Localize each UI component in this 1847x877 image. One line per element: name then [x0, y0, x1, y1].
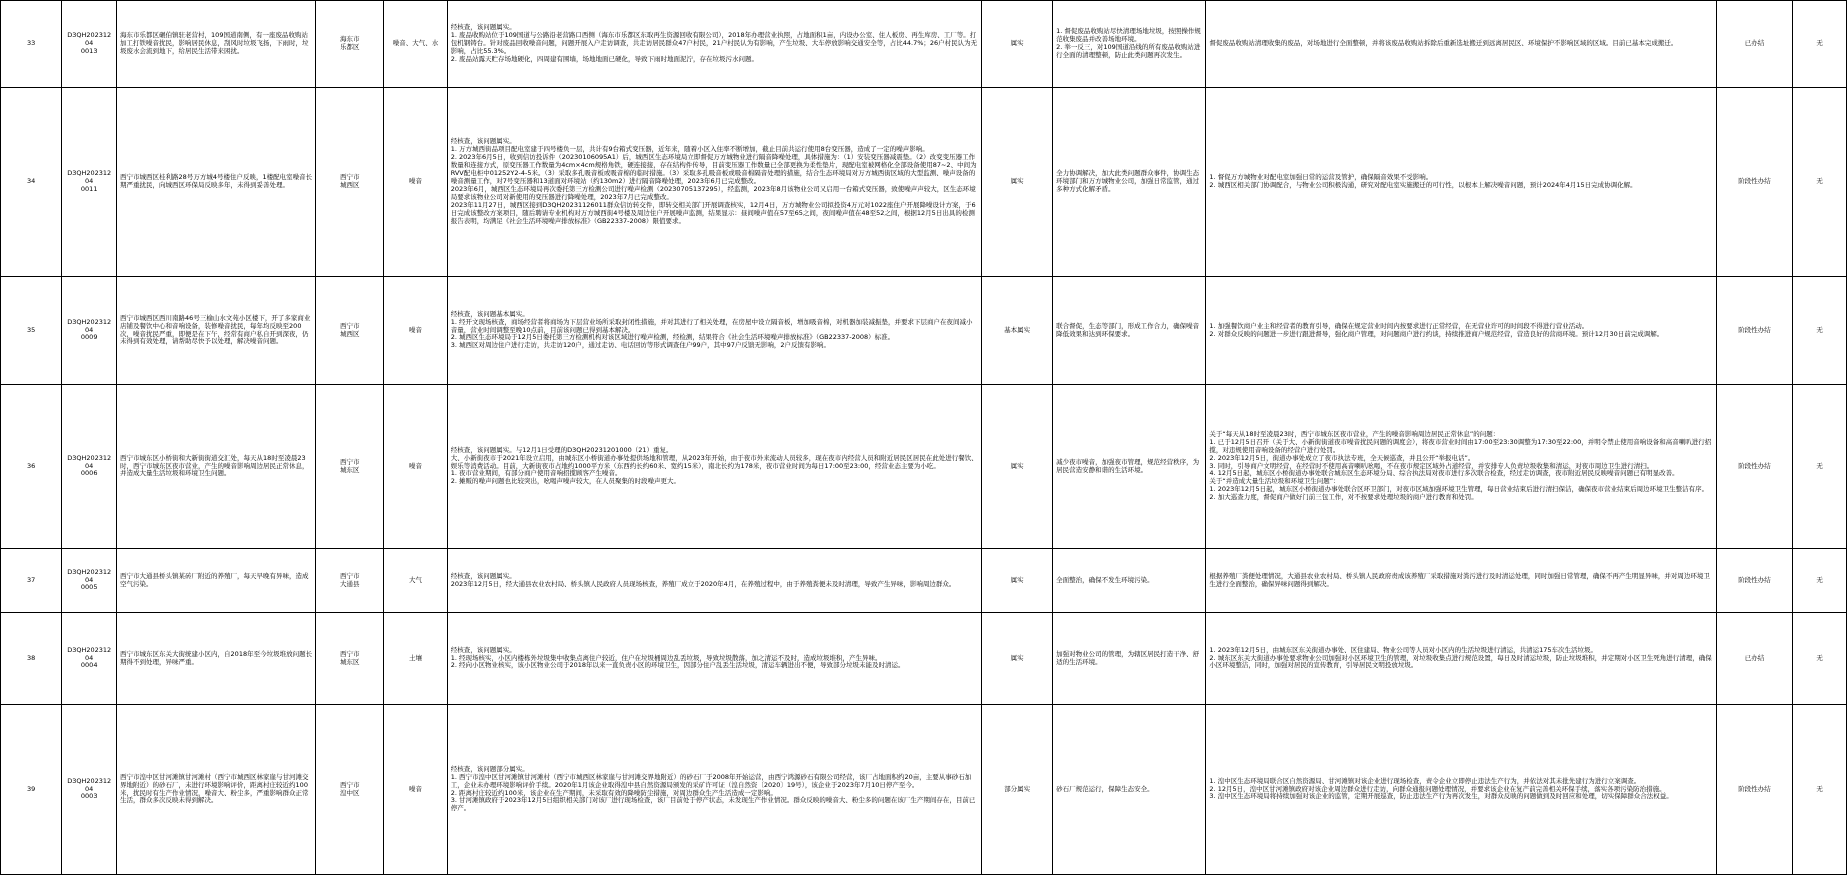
case-id: D3QH20231204 0003 [62, 705, 117, 875]
row-number: 38 [1, 613, 62, 705]
investigation-findings: 经核查，该问题属实。与12月1日受理的D3QH20231201000（21）重复。 大、小新街夜市于2021年设立启用，由城东区小桥街道办事处提供场地和管理，从2023年开始，由于夜市外来流动人员较多，现在夜市内经营人员和附近居民区居民在此处进行餐饮、娱乐等消费活动。目前，大新街夜市占地约1000平方米（东西约长约60米、宽约15米），南北长约为178米，夜市营业时间为每日17:00至23:00，经营业态主要为小吃。 1. 夜市营业期间，有部分商户使用音响招揽顾客产生噪音。 2. 摊贩的噪声问题也比较突出，吆喝声噪声较大，在人员聚集的时段噪声更大。 [447, 385, 981, 549]
handling-result: 1. 督促万方城物业对配电室加强日常的运营及管护，确保隔音效果不受影响。 2. 城西区相关部门协调配合，与物业公司积极沟通，研究对配电室实施搬迁的可行性，以根本上解决噪音问题，预计2024年4月15日完成协调化解。 [1206, 88, 1716, 277]
remark: 无 [1793, 1, 1847, 88]
handling-result: 根据养殖厂粪便处理情况，大通县农业农村局、桥头镇人民政府责成该养殖厂采取措施对粪污进行及时清运处理，同时加强日常管理，确保不再产生明显异味，并对周边环境卫生进行全面整治，确保异味问题得到解决。 [1206, 549, 1716, 613]
remark: 无 [1793, 613, 1847, 705]
pollution-type: 噪音 [384, 385, 448, 549]
table-row [1, 549, 1847, 613]
verdict: 属实 [981, 88, 1052, 277]
remark: 无 [1793, 549, 1847, 613]
admin-region: 西宁市 城西区 [316, 88, 384, 277]
table-row [1, 613, 1847, 705]
admin-region: 西宁市 湟中区 [316, 705, 384, 875]
status-badge: 阶段性办结 [1716, 705, 1793, 875]
status-badge: 已办结 [1716, 1, 1793, 88]
rectification-goal: 联合督促，生态等部门，形成工作合力，确保噪音降低效果和达到环保要求。 [1053, 277, 1206, 385]
verdict: 属实 [981, 1, 1052, 88]
table-row [1, 1, 1847, 88]
handling-result: 1. 2023年12月5日，由城东区东关街道办事处、区住建局、物业公司等人员对小区内的生活垃圾进行清运，共清运175车次生活垃圾。 2. 城东区东关大街道办事处要求物业公司加强对小区环境卫生的管理，对垃圾收集点进行规范设置，每日及时清运垃圾，防止垃圾堆积，并定期对小区卫生死角进行清理，确保小区环境整洁，同时，加强对居民的宣传教育，引导居民文明投放垃圾。 [1206, 613, 1716, 705]
complaint-content: 西宁市大通县桥头镇某砖厂附近的养殖厂，每天早晚有异味，造成空气污染。 [117, 549, 316, 613]
rectification-goal: 全面整治，确保不发生环境污染。 [1053, 549, 1206, 613]
row-number: 36 [1, 385, 62, 549]
pollution-type: 噪音、大气、水 [384, 1, 448, 88]
admin-region: 西宁市 城东区 [316, 613, 384, 705]
admin-region: 西宁市 城西区 [316, 277, 384, 385]
verdict: 部分属实 [981, 705, 1052, 875]
table-row [1, 88, 1847, 277]
row-number: 37 [1, 549, 62, 613]
pollution-type: 大气 [384, 549, 448, 613]
investigation-findings: 经核查，该问题属实。 1. 万方城西街品项目配电室建于四号楼负一层，共计有9台箱式变压器，近年来，随着小区入住率不断增加，截止目前共运行使用8台变压器，造成了一定的噪声影响。 2. 2023年6月5日，收到信访投诉件（20230106095A1）后，城西区生态环境局立即督促万方城物业进行隔音降噪处理，具体措施为：（1）安装变压器减震垫。（2）改变变压器工作数量和连接方式，原变压器工作数量为4cm×4cm规格角铁，硬连接接，存在结构件传导，目前变压器工作数量已全部更换为柔性垫片，现配电室被网格化全部设备使用87~2、中间为RVV配电柜中01252Y2-4-5米。（3）采取多孔吸音板或吸音棉的临时措施。（3）采取多孔吸音板或吸音棉隔音处理的措施，结合生态环境局对万方城西街区域的大型监测、噪声设备的噪音测量工作，对7号变压器和13道面对环境站（约130m2）进行隔音降噪处理，2023年6月已完成整改。 2023年6月，城西区生态环境局再次委托第三方检测公司进行噪声检测（20230705137295），经监测，2023年8月该物业公司又启用一台箱式变压器，致使噪声声较大，区生态环境局要求该物业公司对新使用的变压器进行降噪处理，2023年7月已完成整改。 2023年11月27日，城西区接到D3QH20231126011群众信访转交件，即转交相关部门开展调查核实，12月4日，万方城物业公司拟投资4万元对1022座住户开展降噪设计方案，于6日完成该整改方案项目，随后聘请专业机构对万方城西街4号楼及周边住户开展噪声监测，结果显示：昼间噪声值在57至65之间，夜间噪声值在48至52之间，根据12月5日出具的检测报告表明，均满足《社会生活环境噪声排放标准》（GB22337-2008）限值要求。 [447, 88, 981, 277]
remark: 无 [1793, 705, 1847, 875]
status-badge: 阶段性办结 [1716, 385, 1793, 549]
verdict: 属实 [981, 613, 1052, 705]
status-badge: 阶段性办结 [1716, 88, 1793, 277]
table-row [1, 705, 1847, 875]
investigation-findings: 经核查，该问题属实。 1. 废品收购站位于109国道与公路沿老营路口西侧（海东市乐都区东取再生资源回收有限公司），2018年办理营业执照，占地面积1亩，内设办公室、住人板房、再生库房、工厂等。打包机钢铸台。针对废品回收噪音问题，问题开展入户走访调查，共走访居民群众47户村民，21户村民认为有影响，产生垃圾、大车停放影响交通安全等，占比44.7%；26户村民认为无影响，占比55.3%。 2. 废品站露天贮存场地硬化，四周建有围墙，场地地面已硬化，导致下雨时地面泥泞，存在垃圾污水问题。 [447, 1, 981, 88]
case-id: D3QH20231204 0005 [62, 549, 117, 613]
admin-region: 海东市 乐都区 [316, 1, 384, 88]
remark: 无 [1793, 277, 1847, 385]
complaint-content: 西宁市城西区西川南路46号三榆山水文苑小区楼下，开了多家商业店铺及餐饮中心和音响设备，装修噪音扰民，每年均反映至200次，噪音扰民严重，即便是在下午，经常有商户私自开到深夜，仍未得到有效处理，请帮助尽快予以处理，解决噪音问题。 [117, 277, 316, 385]
handling-result: 关于“每天从18时至凌晨23时，西宁市城东区夜市营业，产生的噪音影响周边居民正常休息”的问题： 1. 已于12月5日召开（关于大、小新街街道夜市噪音扰民问题的调度会），将夜市营业时间由17:00至23:30调整为17:30至22:00，并明令禁止使用音响设备和高音喇叭进行招揽，对违规使用音响设备的经营户进行处罚。 2. 2023年12月5日，街道办事处成立了夜市执法专班，全天候巡查，并且公开“举报电话”。 3. 同时，引导商户文明经营，在经营时不使用高音喇叭吆喝，不在夜市规定区域外占道经营，并安排专人负责垃圾收集和清运，对夜市周边卫生进行清扫。 4. 12月5日起，城东区小桥街道办事处联合城东区生态环境分局、综合执法局对夜市进行多次联合检查，经过走访调查，夜市附近居民反映噪音问题已有明显改善。 关于“并造成大量生活垃圾和环境卫生问题”： 1. 2023年12月5日起，城东区小桥街道办事处联合区环卫部门，对夜市区域加强环境卫生管理，每日营业结束后进行清扫保洁，确保夜市营业结束后周边环境卫生整洁有序。 2. 加大巡查力度，督促商户做好门前三包工作，对不按要求处理垃圾的商户进行教育和处罚。 [1206, 385, 1716, 549]
row-number: 34 [1, 88, 62, 277]
remark: 无 [1793, 385, 1847, 549]
pollution-type: 土壤 [384, 613, 448, 705]
handling-result: 1. 加强餐饮商户业主和经营者的教育引导，确保在规定营业时间内按要求进行正常经营，在无营业许可的时间段不得进行营业活动。 2. 对群众反映的问题进一步进行跟进督导，强化商户管理，对问题商户进行约谈，持续推进商户规范经营，营造良好的营商环境。预计12月30日前完成调解。 [1206, 277, 1716, 385]
rectification-goal: 减少夜市噪音，加强夜市管理，规范经营秩序，为居民营造安静和谐的生活环境。 [1053, 385, 1206, 549]
handling-result: 督促废品收购站清理收集的废品，对场地进行全面整顿，并将该废品收购站拆除后重新选址搬迁到远离居民区、环境保护不影响区域的区域。目前已基本完成搬迁。 [1206, 1, 1716, 88]
handling-result: 1. 湟中区生态环境局联合区自然资源局、甘河滩镇对该企业进行现场检查，责令企业立即停止违法生产行为，并依法对其未批先建行为进行立案调查。 2. 12月5日，湟中区甘河滩镇政府对该企业周边群众进行走访，向群众通报问题处理情况，并要求该企业在复产前完善相关环保手续，落实各项污染防治措施。 3. 湟中区生态环境局将持续加强对该企业的监管，定期开展巡查，防止违法生产行为再次发生，对群众反映的问题做到及时回应和处理，切实保障群众合法权益。 [1206, 705, 1716, 875]
rectification-goal: 加强对物业公司的管理，为辖区居民打造干净、舒适的生活环境。 [1053, 613, 1206, 705]
complaint-content: 西宁市湟中区甘河滩镇甘河滩村（西宁市城西区林家崖与甘河滩交界地附近）的砂石厂，未进行环境影响评价，距离村庄较近约100米，扰民时有生产作业情况，噪音大、粉尘多，严重影响群众正常生活，群众多次反映未得到解决。 [117, 705, 316, 875]
verdict: 属实 [981, 385, 1052, 549]
pollution-type: 噪音 [384, 277, 448, 385]
case-id: D3QH20231204 0009 [62, 277, 117, 385]
investigation-findings: 经核查，该问题部分属实。 1. 西宁市湟中区甘河滩镇甘河滩村（西宁市城西区林家崖与甘河滩交界地附近）的砂石厂于2008年开始运营，由西宁鸿源砂石有限公司经营，该厂占地面积约20亩，主要从事砂石加工，企业未办理环境影响评价手续。2020年1月该企业取得湟中县自然资源局颁发的采矿许可证（湟自然资〔2020〕19号），该企业于2023年7月10日停产至今。 2. 距离村庄较近约100米，该企业在生产期间，未采取有效的降噪防尘措施，对周边群众生产生活造成一定影响。 3. 甘河滩镇政府于2023年12月5日组织相关部门对该厂进行现场检查，该厂目前处于停产状态，未发现生产作业情况。群众反映的噪音大、粉尘多的问题在该厂生产期间存在，目前已停产。 [447, 705, 981, 875]
case-id: D3QH20231204 0006 [62, 385, 117, 549]
complaint-content: 海东市乐都区碾伯镇驻老营村，109国道南侧，有一座废品收购站加工打铁噪音扰民，影响居民休息，刮风时垃圾飞扬，下雨时，垃圾废水会流到地下，给居民生活带来困扰。 [117, 1, 316, 88]
verdict: 属实 [981, 549, 1052, 613]
investigation-findings: 经核查，该问题属实。 2023年12月5日，经大通县农业农村局、桥头镇人民政府人员现场核查，养殖厂成立于2020年4月，在养殖过程中，由于养殖粪便未及时清理，导致产生异味，影响周边群众。 [447, 549, 981, 613]
case-id: D3QH20231204 0004 [62, 613, 117, 705]
case-id: D3QH20231204 0013 [62, 1, 117, 88]
status-badge: 阶段性办结 [1716, 549, 1793, 613]
pollution-type: 噪音 [384, 88, 448, 277]
status-badge: 已办结 [1716, 613, 1793, 705]
row-number: 39 [1, 705, 62, 875]
rectification-goal: 砂石厂规范运行，保障生态安全。 [1053, 705, 1206, 875]
investigation-findings: 经核查，该问题基本属实。 1. 经开文现场核查，商场经营者将商场为下层营业场所采取封闭性措施，并对其进行了相关处理，在房屋中设立隔音板，增加吸音棉，对机器加装减振垫，并要求下层商户在夜间减小音量，营业时间调整至晚10点前，目前该问题已得到基本解决。 2. 城西区生态环境局于12月5日委托第三方检测机构对该区域进行噪声检测，经检测，结果符合《社会生活环境噪声排放标准》（GB22337-2008）标准。 3. 城西区对周边住户进行走访，共走访120户，通过走访、电话回访等形式调查住户99户，其中97户反馈无影响，2户反馈有影响。 [447, 277, 981, 385]
complaint-content: 西宁市城西区桂利路28号万方城4号楼住户反映，1楼配电室噪音长期严重扰民，向城西区环保局反映多年，未得到妥善处理。 [117, 88, 316, 277]
remark: 无 [1793, 88, 1847, 277]
verdict: 基本属实 [981, 277, 1052, 385]
table-row [1, 385, 1847, 549]
admin-region: 西宁市 大通县 [316, 549, 384, 613]
table-row [1, 277, 1847, 385]
case-id: D3QH20231204 0011 [62, 88, 117, 277]
complaint-content: 西宁市城东区东关大街统建小区内，自2018年至今垃圾堆放问题长期得不到处理，异味严重。 [117, 613, 316, 705]
row-number: 33 [1, 1, 62, 88]
complaint-content: 西宁市城东区小桥街和大新街街道交汇处，每天从18时至凌晨23时，西宁市城东区夜市营业，产生的噪音影响周边居民正常休息，并造成大量生活垃圾和环境卫生问题。 [117, 385, 316, 549]
row-number: 35 [1, 277, 62, 385]
admin-region: 西宁市 城东区 [316, 385, 384, 549]
rectification-goal: 1. 督促废品收购站尽快清理场地垃圾，按照操作规范收集废品并改善场地环境。 2. 举一反三，对109国道沿线的所有废品收购站进行全面的清理整顿，防止此类问题再次发生。 [1053, 1, 1206, 88]
investigation-findings: 经核查，该问题属实。 1. 经现场核实，小区内楼栋外垃圾集中收集点离住户较近，住户在垃圾桶周边乱丢垃圾，导致垃圾散落，加之清运不及时，造成垃圾堆积，产生异味。 2. 经向小区物业核实，该小区物业公司于2018年以来一直负责小区的环境卫生，因部分住户乱丢生活垃圾，清运车辆进出不便，导致部分垃圾未能及时清运。 [447, 613, 981, 705]
rectification-goal: 全力协调解决，加大此类问题群众事件，协调生态环境部门和万方城物业公司，加强日常监管，通过多种方式化解矛盾。 [1053, 88, 1206, 277]
pollution-type: 噪音 [384, 705, 448, 875]
status-badge: 阶段性办结 [1716, 277, 1793, 385]
